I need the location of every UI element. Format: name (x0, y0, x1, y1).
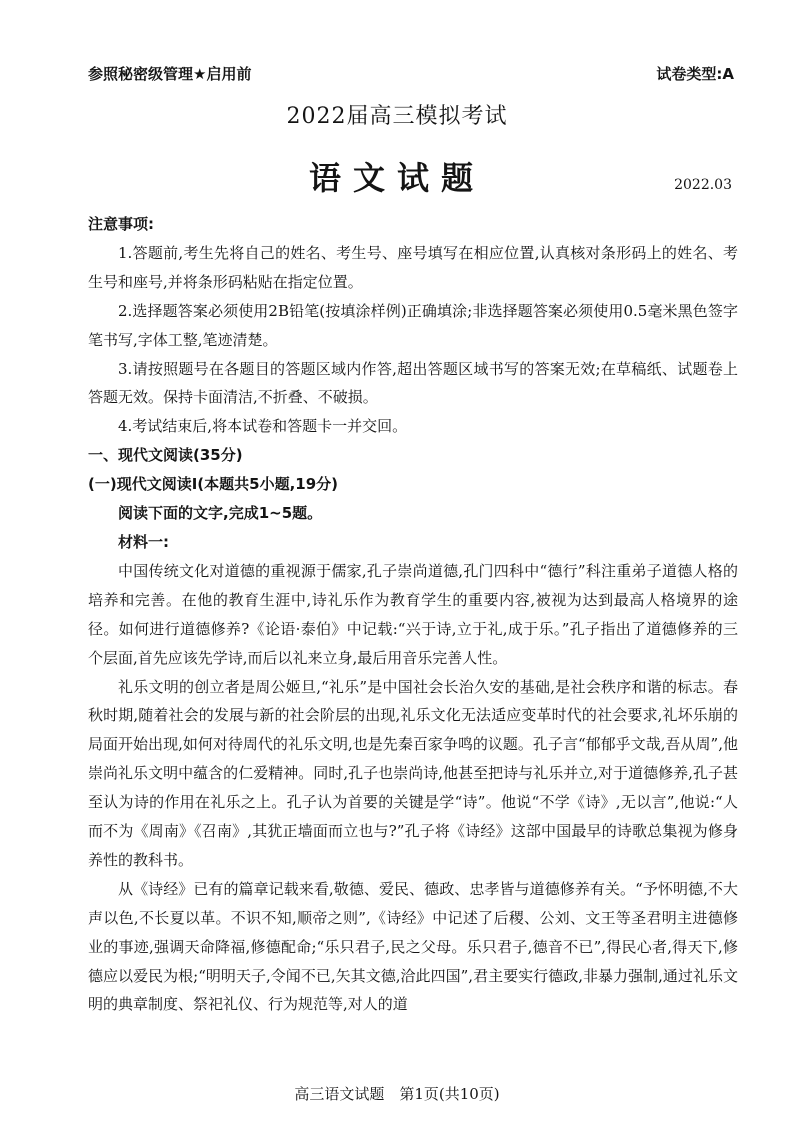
confidentiality-label: 参照秘密级管理★启用前 (88, 65, 252, 83)
notice-item: 1.答题前,考生先将自己的姓名、考生号、座号填写在相应位置,认真核对条形码上的姓名、考生号和座号,并将条形码粘贴在指定位置。 (88, 243, 738, 291)
subsection-heading: (一)现代文阅读Ⅰ(本题共5小题,19分) (88, 475, 339, 494)
exam-date: 2022.03 (674, 177, 732, 193)
paper-type-label: 试卷类型:A (656, 65, 734, 83)
section-heading: 一、现代文阅读(35分) (88, 446, 243, 465)
subject-title: 语文试题 (308, 159, 485, 197)
exam-title: 2022届高三模拟考试 (286, 104, 508, 129)
passage-paragraph: 礼乐文明的创立者是周公姬旦,“礼乐”是中国社会长治久安的基础,是社会秩序和谐的标志。春秋时期,随着社会的发展与新的社会阶层的出现,礼乐文化无法适应变革时代的社会要求,礼坏乐崩的局面开始出现,如何对待周代的礼乐文明,也是先秦百家争鸣的议题。孔子言“郁郁乎文哉,吾从周”,他崇尚礼乐文明中蕴含的仁爱精神。同时,孔子也崇尚诗,他甚至把诗与礼乐并立,对于道德修养,孔子甚至认为诗的作用在礼乐之上。孔子认为首要的关键是学“诗”。他说“不学《诗》,无以言”,他说:“人而不为《周南》《召南》,其犹正墙面而立也与?”孔子将《诗经》这部中国最早的诗歌总集视为修身养性的教科书。 (88, 677, 738, 869)
notice-heading: 注意事项: (88, 215, 154, 233)
page-footer: 高三语文试题 第1页(共10页) (294, 1085, 500, 1103)
page-content (88, 210, 738, 1019)
passage-paragraph: 从《诗经》已有的篇章记载来看,敬德、爱民、德政、忠孝皆与道德修养有关。“予怀明德,不大声以色,不长夏以革。不识不知,顺帝之则”,《诗经》中记述了后稷、公刘、文王等圣君明主进德修业的事迹,强调天命降福,修德配命;“乐只君子,民之父母。乐只君子,德音不已”,得民心者,得天下,修德应以爱民为根;“明明天子,令闻不已,矢其文德,洽此四国”,君主要实行德政,非暴力强制,通过礼乐文明的典章制度、祭祀礼仪、行为规范等,对人的道 (88, 879, 738, 1014)
passage-paragraph: 中国传统文化对道德的重视源于儒家,孔子崇尚道德,孔门四科中“德行”科注重弟子道德人格的培养和完善。在他的教育生涯中,诗礼乐作为教育学生的重要内容,被视为达到最高人格境界的途径。如何进行道德修养?《论语·泰伯》中记载:“兴于诗,立于礼,成于乐。”孔子指出了道德修养的三个层面,首先应该先学诗,而后以礼来立身,最后用音乐完善人性。 (88, 561, 738, 667)
notice-item: 2.选择题答案必须使用2B铅笔(按填涂样例)正确填涂;非选择题答案必须使用0.5毫米黑色签字笔书写,字体工整,笔迹清楚。 (88, 301, 738, 349)
notice-item: 4.考试结束后,将本试卷和答题卡一并交回。 (118, 417, 408, 436)
notice-item: 3.请按照题号在各题目的答题区域内作答,超出答题区域书写的答案无效;在草稿纸、试题卷上答题无效。保持卡面清洁,不折叠、不破损。 (88, 359, 738, 407)
reading-instruction: 阅读下面的文字,完成1~5题。 (118, 504, 323, 523)
material-label: 材料一: (118, 532, 169, 551)
